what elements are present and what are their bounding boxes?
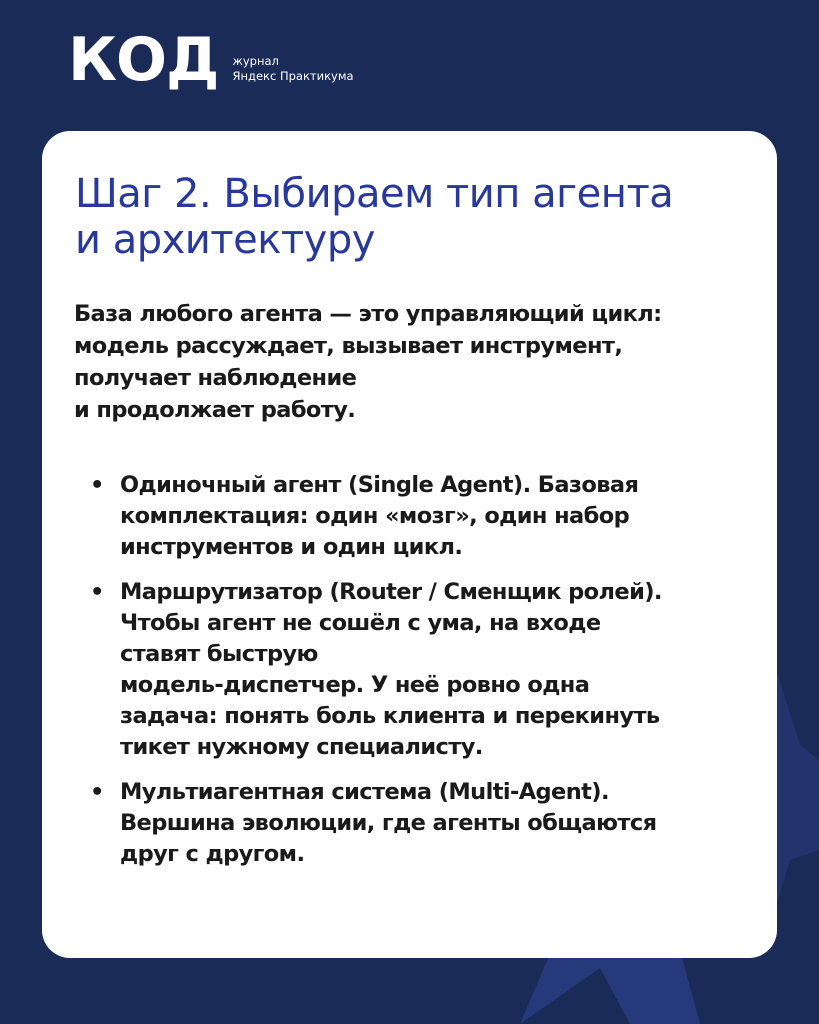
list-item-multi-agent [74,777,754,870]
card-title-line: Шаг 2. Выбираем тип агента [75,171,674,217]
list-item-line: модель-диспетчер. У неё ровно одна [120,672,590,698]
logo-mark: КОД [68,25,219,95]
card-title-line: и архитектуру [75,217,375,263]
brand-logo [68,25,354,95]
list-item-router [74,577,754,763]
card-title [75,171,765,263]
list-item-line: ставят быструю [120,641,318,667]
list-item-single-agent [74,470,754,563]
list-item-line: друг с другом. [120,841,305,867]
list-item-line: тикет нужному специалисту. [120,734,483,760]
intro-line: и продолжает работу. [74,397,356,423]
bullet-marker: • [90,579,105,605]
list-item-line: задача: понять боль клиента и перекинуть [120,703,660,729]
intro-line: получает наблюдение [74,365,357,391]
list-item-line: Маршрутизатор (Router / Сменщик ролей). [120,579,662,605]
intro-line: База любого агента — это управляющий цикл: [74,301,662,327]
list-item-line: комплектация: один «мозг», один набор [120,503,630,529]
list-item-line: Мультиагентная система (Multi-Agent). [120,779,609,805]
list-item-line: инструментов и один цикл. [120,534,463,560]
bullet-marker: • [90,472,105,498]
intro-line: модель рассуждает, вызывает инструмент, [74,333,623,359]
logo-subtitle-line-2: Яндекс Практикума [232,69,354,83]
logo-subtitle [233,54,354,84]
list-item-line: Вершина эволюции, где агенты общаются [120,810,657,836]
content-card [42,131,777,958]
list-item-line: Чтобы агент не сошёл с ума, на входе [120,610,601,636]
list-item-line: Одиночный агент (Single Agent). Базовая [120,472,639,498]
intro-paragraph [74,298,764,426]
agent-types-list [74,470,754,884]
bullet-marker: • [90,779,105,805]
logo-subtitle-line-1: журнал [232,54,279,68]
